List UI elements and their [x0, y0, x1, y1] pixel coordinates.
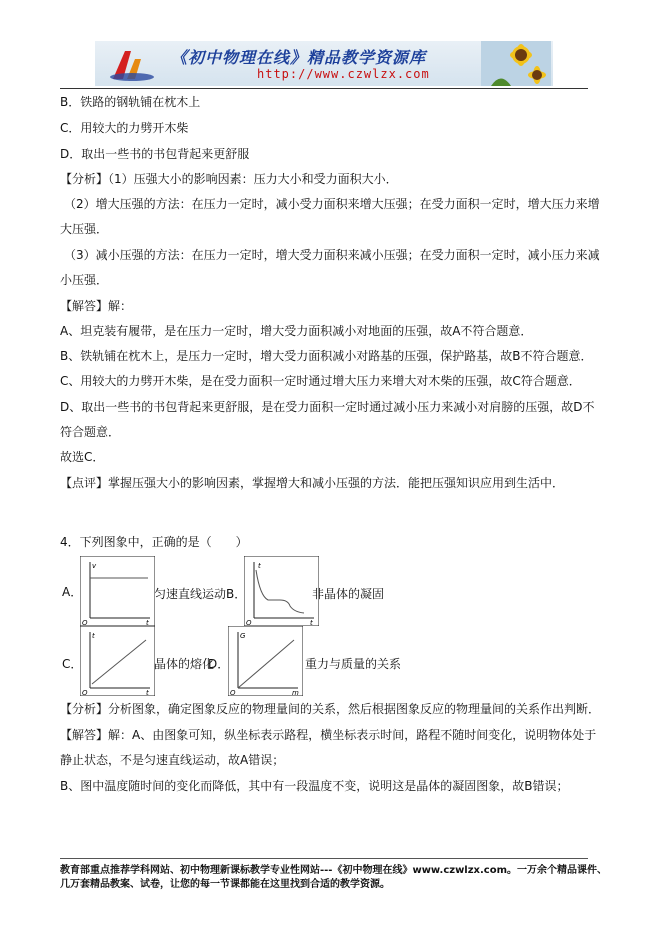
choice-a-letter: A． — [62, 585, 83, 599]
answer-b: B、铁轨铺在枕木上，是压力一定时，增大受力面积减小对路基的压强，保护路基，故B不符合题意． — [60, 349, 593, 363]
answer-c: C、用较大的力劈开木柴，是在受力面积一定时通过增大压力来增大对木柴的压强，故C符合题意． — [60, 374, 581, 388]
choice-a-text: 匀速直线运动 — [154, 587, 227, 601]
graph-a — [80, 556, 155, 626]
graph-a-y-label: v — [92, 562, 97, 570]
choice-d-text: 重力与质量的关系 — [305, 657, 402, 671]
graph-b-origin: O — [246, 619, 252, 626]
graph-b-curve — [256, 570, 304, 613]
q4-answer-b: B、图中温度随时间的变化而降低，其中有一段温度不变，说明这是晶体的凝固图象，故B错误； — [60, 779, 569, 793]
graph-c — [80, 626, 155, 696]
choice-b-letter: B． — [226, 587, 247, 601]
graph-d — [228, 626, 303, 696]
choice-b-text: 非晶体的凝固 — [312, 587, 385, 601]
analysis-line-5: 小压强． — [60, 273, 109, 287]
analysis-line-4: （3）减小压强的方法：在压力一定时，增大受力面积来减小压强；在受力面积一定时，减小压力来减 — [64, 248, 600, 262]
answer-a: A、坦克装有履带，是在压力一定时，增大受力面积减小对地面的压强，故A不符合题意． — [60, 324, 533, 338]
graph-c-line — [92, 640, 146, 684]
graph-d-origin: O — [230, 689, 236, 696]
q4-answer-a: 【解答】解：A、由图象可知，纵坐标表示路程，横坐标表示时间，路程不随时间变化，说明物体处于 — [60, 728, 597, 742]
footer-line-2: 几万套精品教案、试卷，让您的每一节课都能在这里找到合适的教学资源。 — [60, 879, 390, 890]
footer-rule — [60, 858, 588, 859]
footer-line-1: 教育部重点推荐学科网站、初中物理新课标教学专业性网站---《初中物理在线》www.czwlzx.com。一万余个精品课件、 — [60, 865, 608, 876]
graph-d-line — [238, 640, 294, 688]
analysis-heading: 【分析】（1）压强大小的影响因素：压力大小和受力面积大小． — [60, 172, 398, 186]
option-b-text: B．铁路的钢轨铺在枕木上 — [60, 95, 201, 109]
graph-d-y-label: G — [240, 632, 246, 640]
option-d-text: D．取出一些书的书包背起来更舒服 — [60, 147, 250, 161]
logo-icon — [107, 45, 157, 83]
graph-b-y-label: t — [258, 562, 261, 570]
banner-title: 《初中物理在线》精品教学资源库 — [171, 48, 427, 67]
comment: 【点评】掌握压强大小的影响因素，掌握增大和减小压强的方法．能把压强知识应用到生活中． — [60, 476, 565, 490]
graph-c-origin: O — [82, 689, 88, 696]
banner-url[interactable]: http://www.czwlzx.com — [257, 67, 430, 81]
answer-d-cont: 符合题意． — [60, 425, 121, 439]
q4-analysis: 【分析】分析图象，确定图象反应的物理量间的关系，然后根据图象反应的物理量间的关系作出判断． — [60, 702, 601, 716]
answer-d: D、取出一些书的书包背起来更舒服，是在受力面积一定时通过减小压力来减小对肩膀的压强，故D不 — [60, 400, 595, 414]
choice-d-letter: D． — [208, 657, 230, 671]
choice-c-text: 晶体的熔化 — [154, 657, 215, 671]
graph-a-origin: O — [82, 619, 88, 626]
answer-choice: 故选C． — [60, 450, 105, 464]
question-4: 4．下列图象中，正确的是（ ） — [60, 535, 248, 549]
graph-c-x-label: t — [146, 689, 149, 696]
graph-a-x-label: t — [146, 619, 149, 626]
graph-d-x-label: m — [292, 689, 299, 696]
analysis-line-2: （2）增大压强的方法：在压力一定时，减小受力面积来增大压强；在受力面积一定时，增大压力来增 — [64, 197, 600, 211]
header-banner — [95, 41, 553, 86]
graph-c-y-label: t — [92, 632, 95, 640]
sunflower-icon — [481, 41, 551, 86]
q4-answer-a-cont: 静止状态，不是匀速直线运动，故A错误； — [60, 753, 285, 767]
header-rule — [60, 88, 588, 89]
graph-b-x-label: t — [310, 619, 313, 626]
analysis-line-3: 大压强． — [60, 222, 109, 236]
choice-c-letter: C． — [62, 657, 83, 671]
graph-b — [244, 556, 319, 626]
option-c-text: C．用较大的力劈开木柴 — [60, 121, 189, 135]
answer-heading: 【解答】解： — [60, 299, 133, 313]
